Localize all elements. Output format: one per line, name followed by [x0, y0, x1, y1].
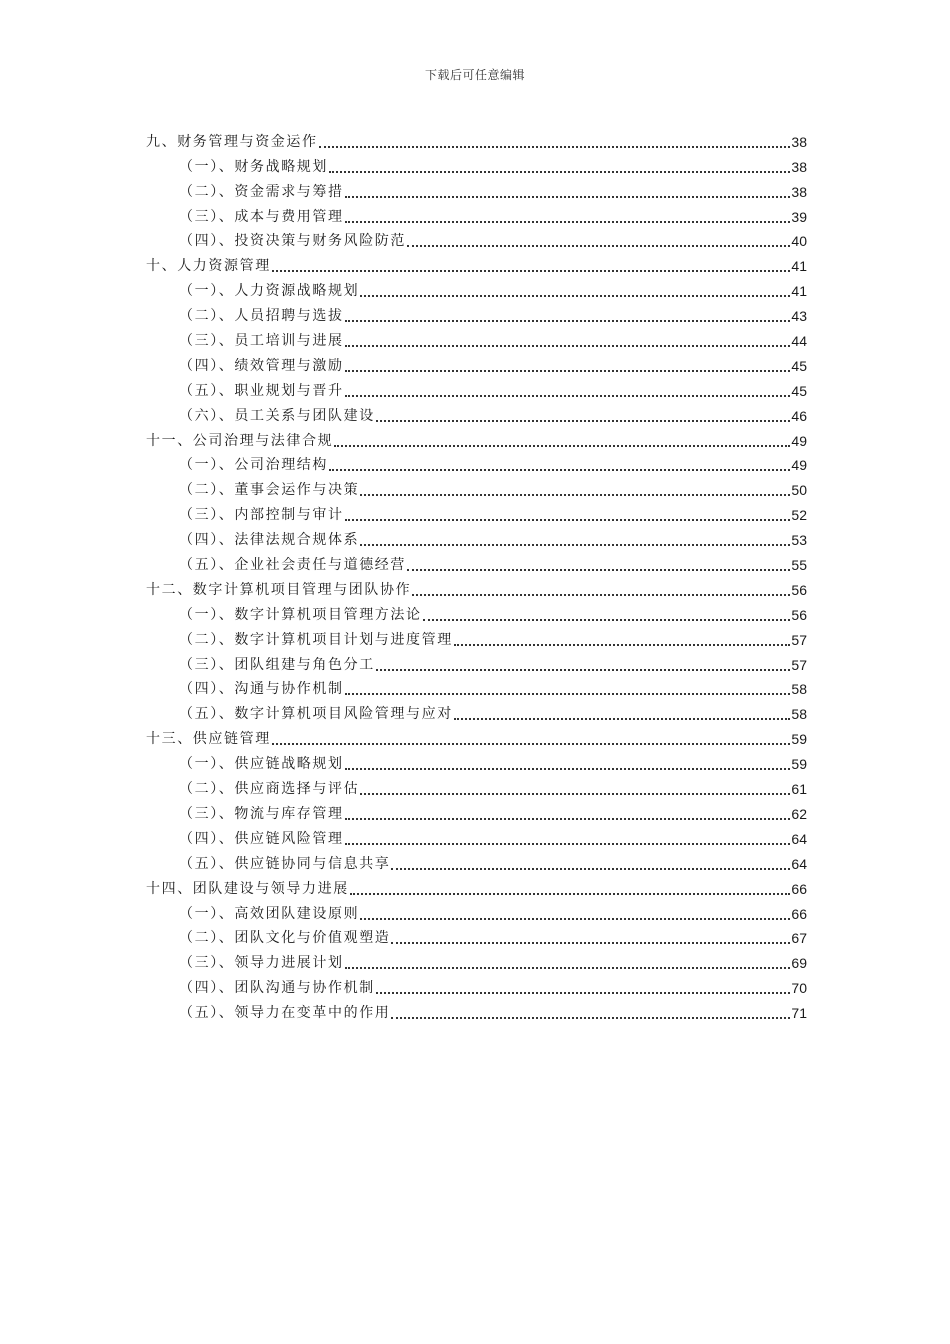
toc-section-entry[interactable] [146, 948, 807, 973]
toc-section-entry[interactable] [146, 625, 807, 650]
toc-section-entry[interactable] [146, 600, 807, 625]
toc-page-number: 71 [791, 1005, 807, 1022]
toc-page-number: 56 [791, 606, 807, 623]
toc-dot-leader [391, 864, 790, 870]
toc-page-number: 52 [791, 507, 807, 524]
toc-dot-leader [345, 764, 791, 770]
toc-dot-leader [391, 1013, 790, 1019]
toc-section-entry[interactable] [146, 749, 807, 774]
toc-chapter-entry[interactable] [146, 874, 807, 899]
toc-chapter-entry[interactable] [146, 575, 807, 600]
toc-page-number: 44 [791, 333, 807, 350]
toc-section-entry[interactable] [146, 152, 807, 177]
toc-dot-leader [407, 565, 790, 571]
toc-entry-title: （一）、数字计算机项目管理方法论 [179, 606, 422, 623]
toc-entry-title: （四）、团队沟通与协作机制 [179, 980, 375, 997]
page-header: 下载后可任意编辑 [424, 68, 525, 82]
toc-page-number: 69 [791, 955, 807, 972]
toc-dot-leader [391, 938, 790, 944]
toc-entry-title: 十、人力资源管理 [146, 258, 271, 275]
toc-entry-title: （四）、投资决策与财务风险防范 [179, 233, 406, 250]
toc-dot-leader [345, 391, 791, 397]
toc-section-entry[interactable] [146, 351, 807, 376]
toc-section-entry[interactable] [146, 227, 807, 252]
toc-dot-leader [360, 291, 790, 297]
toc-dot-leader [412, 590, 790, 596]
toc-section-entry[interactable] [146, 998, 807, 1023]
toc-section-entry[interactable] [146, 451, 807, 476]
toc-entry-title: （三）、团队组建与角色分工 [179, 656, 375, 673]
toc-dot-leader [423, 615, 791, 621]
toc-page-number: 41 [791, 283, 807, 300]
toc-dot-leader [319, 142, 791, 148]
toc-entry-title: （二）、团队文化与价值观塑造 [179, 930, 391, 947]
toc-dot-leader [407, 241, 790, 247]
toc-dot-leader [345, 316, 791, 322]
toc-dot-leader [376, 988, 791, 994]
table-of-contents [146, 127, 807, 1023]
toc-dot-leader [376, 416, 791, 422]
toc-chapter-entry[interactable] [146, 724, 807, 749]
toc-entry-title: （三）、内部控制与审计 [179, 507, 344, 524]
toc-entry-title: （五）、职业规划与晋升 [179, 382, 344, 399]
toc-page-number: 49 [791, 457, 807, 474]
toc-dot-leader [454, 640, 791, 646]
toc-entry-title: （五）、企业社会责任与道德经营 [179, 557, 406, 574]
toc-page-number: 66 [791, 905, 807, 922]
toc-section-entry[interactable] [146, 177, 807, 202]
toc-dot-leader [345, 839, 791, 845]
toc-dot-leader [360, 540, 790, 546]
toc-entry-title: （二）、董事会运作与决策 [179, 482, 360, 499]
toc-entry-title: （一）、财务战略规划 [179, 158, 328, 175]
toc-entry-title: （三）、物流与库存管理 [179, 805, 344, 822]
toc-chapter-entry[interactable] [146, 426, 807, 451]
toc-dot-leader [360, 490, 790, 496]
toc-entry-title: （三）、领导力进展计划 [179, 955, 344, 972]
toc-dot-leader [376, 665, 791, 671]
toc-entry-title: 十四、团队建设与领导力进展 [146, 880, 349, 897]
toc-dot-leader [329, 167, 790, 173]
toc-entry-title: （三）、成本与费用管理 [179, 208, 344, 225]
toc-section-entry[interactable] [146, 899, 807, 924]
toc-dot-leader [345, 366, 791, 372]
toc-page-number: 38 [791, 133, 807, 150]
toc-entry-title: 十三、供应链管理 [146, 731, 271, 748]
toc-section-entry[interactable] [146, 376, 807, 401]
toc-dot-leader [329, 465, 790, 471]
toc-entry-title: 十一、公司治理与法律合规 [146, 432, 334, 449]
toc-section-entry[interactable] [146, 650, 807, 675]
toc-dot-leader [272, 739, 791, 745]
toc-page-number: 45 [791, 382, 807, 399]
toc-page-number: 38 [791, 158, 807, 175]
toc-page-number: 46 [791, 407, 807, 424]
toc-section-entry[interactable] [146, 475, 807, 500]
toc-page-number: 64 [791, 830, 807, 847]
toc-entry-title: （五）、数字计算机项目风险管理与应对 [179, 706, 453, 723]
toc-page-number: 38 [791, 183, 807, 200]
toc-section-entry[interactable] [146, 675, 807, 700]
toc-section-entry[interactable] [146, 202, 807, 227]
toc-page-number: 57 [791, 656, 807, 673]
toc-entry-title: （二）、资金需求与筹措 [179, 183, 344, 200]
toc-section-entry[interactable] [146, 924, 807, 949]
toc-page-number: 55 [791, 557, 807, 574]
toc-page-number: 61 [791, 781, 807, 798]
toc-entry-title: （六）、员工关系与团队建设 [179, 407, 375, 424]
toc-dot-leader [272, 266, 791, 272]
toc-entry-title: 九、财务管理与资金运作 [146, 133, 318, 150]
toc-dot-leader [345, 963, 791, 969]
toc-dot-leader [345, 814, 791, 820]
toc-entry-title: （四）、沟通与协作机制 [179, 681, 344, 698]
toc-page-number: 64 [791, 855, 807, 872]
toc-entry-title: 十二、数字计算机项目管理与团队协作 [146, 581, 412, 598]
toc-page-number: 53 [791, 532, 807, 549]
toc-entry-title: （二）、供应商选择与评估 [179, 781, 360, 798]
toc-entry-title: （三）、员工培训与进展 [179, 333, 344, 350]
toc-entry-title: （一）、人力资源战略规划 [179, 283, 360, 300]
toc-page-number: 43 [791, 308, 807, 325]
toc-section-entry[interactable] [146, 500, 807, 525]
toc-section-entry[interactable] [146, 401, 807, 426]
toc-dot-leader [345, 217, 791, 223]
toc-entry-title: （四）、绩效管理与激励 [179, 357, 344, 374]
toc-page-number: 40 [791, 233, 807, 250]
toc-page-number: 49 [791, 432, 807, 449]
toc-section-entry[interactable] [146, 774, 807, 799]
toc-dot-leader [345, 515, 791, 521]
toc-section-entry[interactable] [146, 699, 807, 724]
toc-section-entry[interactable] [146, 276, 807, 301]
toc-page-number: 66 [791, 880, 807, 897]
toc-page-number: 59 [791, 756, 807, 773]
toc-dot-leader [334, 441, 790, 447]
toc-dot-leader [454, 714, 791, 720]
toc-page-number: 50 [791, 482, 807, 499]
toc-page-number: 58 [791, 706, 807, 723]
toc-page-number: 59 [791, 731, 807, 748]
toc-dot-leader [350, 889, 791, 895]
toc-entry-title: （四）、法律法规合规体系 [179, 532, 360, 549]
toc-chapter-entry[interactable] [146, 251, 807, 276]
toc-page-number: 41 [791, 258, 807, 275]
toc-section-entry[interactable] [146, 799, 807, 824]
toc-entry-title: （二）、数字计算机项目计划与进度管理 [179, 631, 453, 648]
toc-page-number: 70 [791, 980, 807, 997]
toc-entry-title: （五）、领导力在变革中的作用 [179, 1005, 391, 1022]
toc-dot-leader [360, 914, 790, 920]
toc-page-number: 45 [791, 357, 807, 374]
toc-entry-title: （一）、高效团队建设原则 [179, 905, 360, 922]
toc-page-number: 39 [791, 208, 807, 225]
toc-chapter-entry[interactable] [146, 127, 807, 152]
toc-section-entry[interactable] [146, 550, 807, 575]
toc-dot-leader [345, 341, 791, 347]
toc-entry-title: （一）、公司治理结构 [179, 457, 328, 474]
toc-section-entry[interactable] [146, 301, 807, 326]
toc-section-entry[interactable] [146, 973, 807, 998]
toc-page-number: 67 [791, 930, 807, 947]
toc-section-entry[interactable] [146, 326, 807, 351]
toc-entry-title: （五）、供应链协同与信息共享 [179, 855, 391, 872]
toc-page-number: 58 [791, 681, 807, 698]
toc-page-number: 56 [791, 581, 807, 598]
toc-page-number: 62 [791, 805, 807, 822]
toc-section-entry[interactable] [146, 824, 807, 849]
toc-entry-title: （二）、人员招聘与选拔 [179, 308, 344, 325]
toc-entry-title: （四）、供应链风险管理 [179, 830, 344, 847]
toc-dot-leader [360, 789, 790, 795]
toc-section-entry[interactable] [146, 525, 807, 550]
toc-section-entry[interactable] [146, 849, 807, 874]
toc-dot-leader [345, 689, 791, 695]
toc-page-number: 57 [791, 631, 807, 648]
toc-dot-leader [345, 192, 791, 198]
toc-entry-title: （一）、供应链战略规划 [179, 756, 344, 773]
